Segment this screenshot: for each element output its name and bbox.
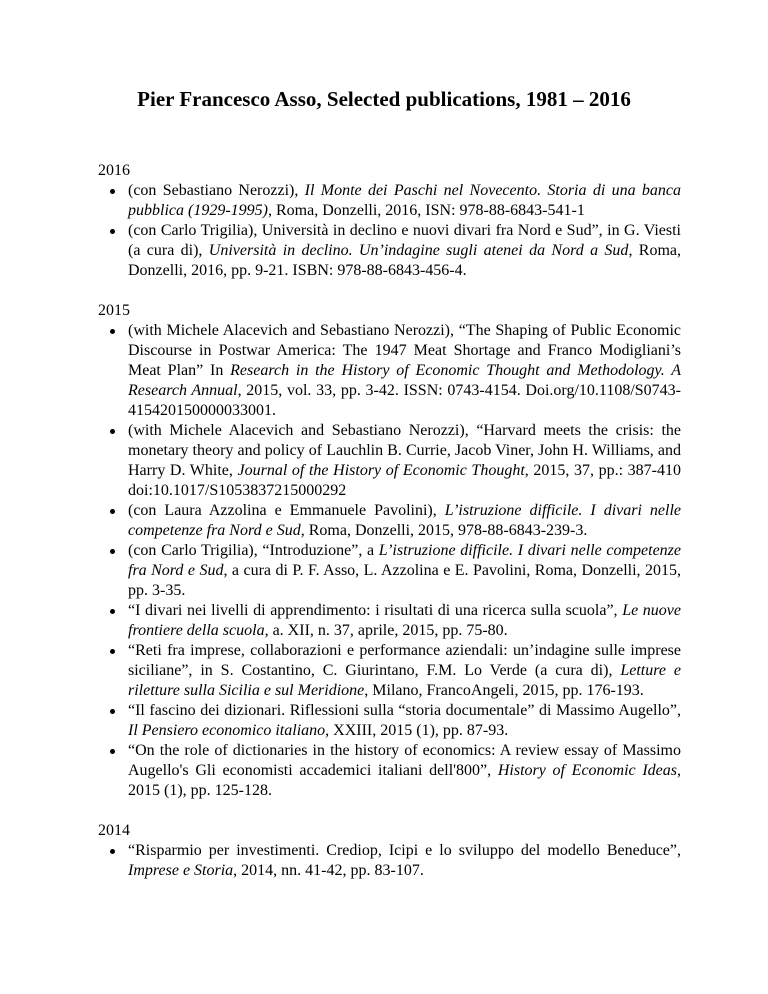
publication-entry: “Il fascino dei dizionari. Riflessioni sulla “storia documentale” di Massimo Augello”, Il Pensiero economico italiano, XXIII, 2015 (1), pp. 87-93.: [98, 701, 681, 741]
publication-entry: (con Sebastiano Nerozzi), Il Monte dei Paschi nel Novecento. Storia di una banca pubblica (1929-1995), Roma, Donzelli, 2016, ISN: 978-88-6843-541-1: [98, 181, 681, 221]
year-heading: 2014: [98, 822, 130, 839]
bullet-icon: [110, 229, 115, 234]
bullet-icon: [110, 649, 115, 654]
publication-entry: “On the role of dictionaries in the history of economics: A review essay of Massimo Augello's Gli economisti accademici italiani dell'800”, History of Economic Ideas, 2015 (1), pp. 125-128.: [98, 741, 681, 801]
bullet-icon: [110, 749, 115, 754]
bullet-icon: [110, 329, 115, 334]
bullet-icon: [110, 189, 115, 194]
bullet-icon: [110, 609, 115, 614]
bullet-icon: [110, 549, 115, 554]
publication-entry: (with Michele Alacevich and Sebastiano Nerozzi), “The Shaping of Public Economic Discourse in Postwar America: The 1947 Meat Shortage and Franco Modigliani’s Meat Plan” In Research in the History of Economic Thought and Methodology. A Research Annual, 2015, vol. 33, pp. 3-42. ISSN: 0743-4154. Doi.org/10.1108/S0743-415420150000033001.: [98, 321, 681, 421]
year-heading: 2015: [98, 302, 130, 319]
publication-entry: (with Michele Alacevich and Sebastiano Nerozzi), “Harvard meets the crisis: the monetary theory and policy of Lauchlin B. Currie, Jacob Viner, John H. Williams, and Harry D. White, Journal of the History of Economic Thought, 2015, 37, pp.: 387-410 doi:10.1017/S1053837215000292: [98, 421, 681, 501]
bullet-icon: [110, 509, 115, 514]
bullet-icon: [110, 429, 115, 434]
publication-entry: (con Carlo Trigilia), Università in declino e nuovi divari fra Nord e Sud”, in G. Viesti (a cura di), Università in declino. Un’indagine sugli atenei da Nord a Sud, Roma, Donzelli, 2016, pp. 9-21. ISBN: 978-88-6843-456-4.: [98, 221, 681, 281]
publication-entry: “Risparmio per investimenti. Crediop, Icipi e lo sviluppo del modello Beneduce”, Imprese e Storia, 2014, nn. 41-42, pp. 83-107.: [98, 841, 681, 881]
publication-entry: (con Carlo Trigilia), “Introduzione”, a L’istruzione difficile. I divari nelle competenze fra Nord e Sud, a cura di P. F. Asso, L. Azzolina e E. Pavolini, Roma, Donzelli, 2015, pp. 3-35.: [98, 541, 681, 601]
bullet-icon: [110, 709, 115, 714]
publication-list: [98, 161, 681, 901]
publication-entry: “I divari nei livelli di apprendimento: i risultati di una ricerca sulla scuola”, Le nuove frontiere della scuola, a. XII, n. 37, aprile, 2015, pp. 75-80.: [98, 601, 681, 641]
document-title: Pier Francesco Asso, Selected publications, 1981 – 2016: [137, 87, 631, 111]
publication-entry: (con Laura Azzolina e Emmanuele Pavolini), L’istruzione difficile. I divari nelle competenze fra Nord e Sud, Roma, Donzelli, 2015, 978-88-6843-239-3.: [98, 501, 681, 541]
publication-entry: “Reti fra imprese, collaborazioni e performance aziendali: un’indagine sulle imprese siciliane”, in S. Costantino, C. Giurintano, F.M. Lo Verde (a cura di), Letture e riletture sulla Sicilia e sul Meridione, Milano, FrancoAngeli, 2015, pp. 176-193.: [98, 641, 681, 701]
bullet-icon: [110, 849, 115, 854]
year-section-2016: [98, 161, 681, 281]
year-section-2015: [98, 301, 681, 801]
year-heading: 2016: [98, 162, 130, 179]
year-section-2014: [98, 821, 681, 881]
